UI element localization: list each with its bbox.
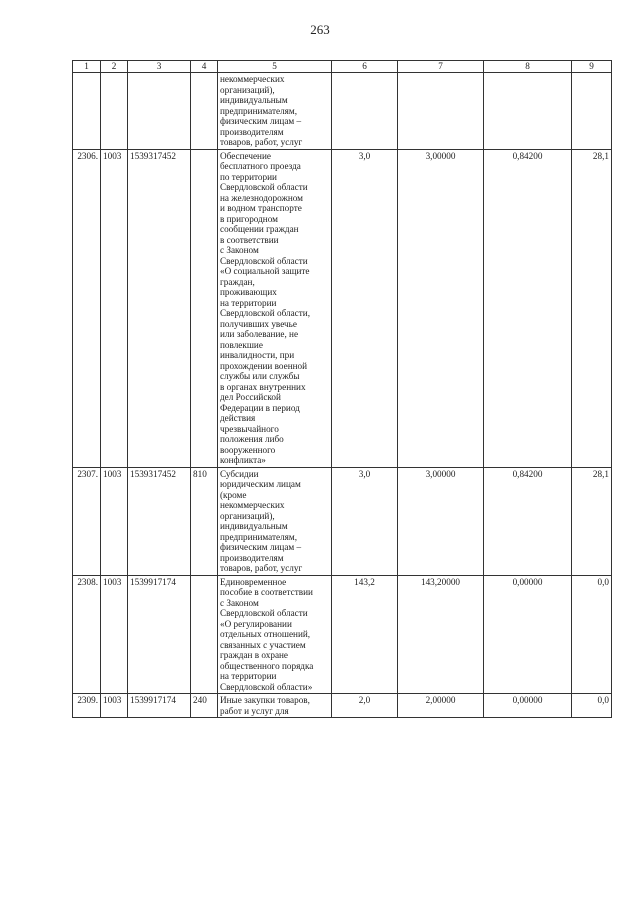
- value-col7: 2,00000: [398, 694, 484, 718]
- row-number: 2309.: [73, 694, 101, 718]
- section-code: [101, 73, 128, 150]
- expense-type-code: [191, 149, 218, 467]
- section-code: 1003: [101, 694, 128, 718]
- value-col9: 28,1: [572, 149, 612, 467]
- target-code: 1539917174: [128, 575, 191, 694]
- value-col9: 28,1: [572, 467, 612, 575]
- row-number: 2307.: [73, 467, 101, 575]
- value-col7: [398, 73, 484, 150]
- row-number: 2306.: [73, 149, 101, 467]
- value-col9: 0,0: [572, 694, 612, 718]
- column-header: 8: [484, 61, 572, 73]
- expense-type-code: 240: [191, 694, 218, 718]
- column-header: 5: [218, 61, 332, 73]
- value-col6: 143,2: [332, 575, 398, 694]
- header-row: [73, 61, 612, 73]
- table-row: [73, 575, 612, 694]
- item-name: Иные закупки товаров, работ и услуг для: [218, 694, 332, 718]
- column-header: 7: [398, 61, 484, 73]
- table-row: [73, 694, 612, 718]
- value-col9: [572, 73, 612, 150]
- value-col8: 0,84200: [484, 467, 572, 575]
- target-code: 1539317452: [128, 149, 191, 467]
- section-code: 1003: [101, 149, 128, 467]
- table-row: [73, 149, 612, 467]
- section-code: 1003: [101, 575, 128, 694]
- value-col9: 0,0: [572, 575, 612, 694]
- table-row: [73, 467, 612, 575]
- section-code: 1003: [101, 467, 128, 575]
- value-col6: 2,0: [332, 694, 398, 718]
- target-code: 1539917174: [128, 694, 191, 718]
- column-header: 3: [128, 61, 191, 73]
- item-name: Единовременное пособие в соответствии с Законом Свердловской области «О регулировании отдельных отношений, связанных с участием граждан в охране общественного порядка на территории Свердловской области»: [218, 575, 332, 694]
- page-number: 263: [310, 22, 330, 37]
- column-header: 9: [572, 61, 612, 73]
- expense-type-code: 810: [191, 467, 218, 575]
- column-header: 1: [73, 61, 101, 73]
- value-col8: 0,00000: [484, 575, 572, 694]
- table-row: [73, 73, 612, 150]
- value-col6: [332, 73, 398, 150]
- item-name: Обеспечение бесплатного проезда по территории Свердловской области на железнодорожном и водном транспорте в пригородном сообщении граждан в соответствии с Законом Свердловской области «О социальной защите граждан, проживающих на территории Свердловской области, получивших увечье или заболевание, не повлекшие инвалидности, при прохождении военной службы или службы в органах внутренних дел Российской Федерации в период действия чрезвычайного положения либо вооруженного конфликта»: [218, 149, 332, 467]
- target-code: [128, 73, 191, 150]
- value-col7: 3,00000: [398, 467, 484, 575]
- value-col7: 3,00000: [398, 149, 484, 467]
- value-col8: 0,00000: [484, 694, 572, 718]
- item-name: Субсидии юридическим лицам (кроме некоммерческих организаций), индивидуальным предпринимателям, физическим лицам – производителям товаров, работ, услуг: [218, 467, 332, 575]
- budget-table: [72, 60, 612, 718]
- target-code: 1539317452: [128, 467, 191, 575]
- value-col6: 3,0: [332, 467, 398, 575]
- row-number: [73, 73, 101, 150]
- column-header: 6: [332, 61, 398, 73]
- item-name: некоммерческих организаций), индивидуальным предпринимателям, физическим лицам – производителям товаров, работ, услуг: [218, 73, 332, 150]
- value-col8: [484, 73, 572, 150]
- row-number: 2308.: [73, 575, 101, 694]
- column-header: 2: [101, 61, 128, 73]
- column-header: 4: [191, 61, 218, 73]
- value-col7: 143,20000: [398, 575, 484, 694]
- value-col8: 0,84200: [484, 149, 572, 467]
- value-col6: 3,0: [332, 149, 398, 467]
- expense-type-code: [191, 73, 218, 150]
- expense-type-code: [191, 575, 218, 694]
